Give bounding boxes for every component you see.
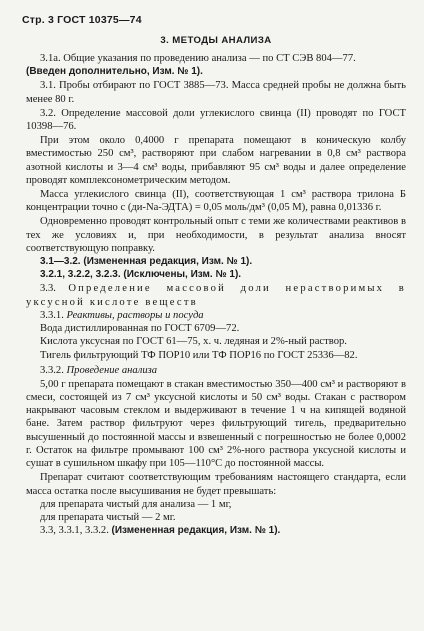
paragraph-control-test: Одновременно проводят контрольный опыт с теми же количествами реактивов в тех же условиях и, при необходимости, в результат анализа вносят соответствующую поправку. — [26, 216, 406, 254]
paragraph-analysis-procedure: 5,00 г препарата помещают в стакан вместимостью 350—400 см³ и растворяют в смеси, состоящей из 7 см³ уксусной кислоты и 50 см³ воды. Стакан с раствором накрывают часовым стеклом и выдерживают в течение 1 ч на кипящей водяной бане. Затем раствор фильтруют через фильтрующий тигель, предварительно высушенный до постоянной массы и взвешенный с погрешностью не более 0,0002 г. Остаток на фильтре промывают 100 см³ 2%-ного раствора уксусной кислоты и сушат в сушильном шкафу при 105—110°С до постоянной массы. — [26, 378, 406, 470]
heading-3-3-number: 3.3. — [40, 283, 56, 295]
amendment-note-3-1-3-2: 3.1—3.2. (Измененная редакция, Изм. № 1). — [40, 256, 253, 268]
heading-3-3-2-number: 3.3.2. — [40, 364, 64, 376]
reagent-water: Вода дистиллированная по ГОСТ 6709—72. — [40, 323, 240, 335]
heading-3-3-1-number: 3.3.1. — [40, 309, 64, 321]
limit-analysis-grade: для препарата чистый для анализа — 1 мг, — [40, 498, 232, 510]
amendment-note-3-3 — [26, 524, 406, 537]
paragraph-procedure: При этом около 0,4000 г препарата помещают в коническую колбу вместимостью 250 см³, растворяют при слабом нагревании в 0,8 см³ раствора азотной кислоты и 3—4 см³ воды, прибавляют 95 см³ воды и далее определение проводят комплексонометрическим методом. — [26, 135, 406, 186]
paragraph-3-1a: 3.1а. Общие указания по проведению анализа — по СТ СЭВ 804—77. — [40, 53, 356, 64]
excluded-note: 3.2.1, 3.2.2, 3.2.3. (Исключены, Изм. № 1). — [40, 269, 242, 281]
heading-3-3-1-title: Реактивы, растворы и посуда — [66, 309, 204, 321]
heading-3-3-2 — [26, 364, 406, 377]
heading-3-3-title: Определение массовой доли нерастворимых в уксусной кислоте веществ — [26, 283, 406, 308]
reagent-acetic-acid: Кислота уксусная по ГОСТ 61—75, х. ч. ледяная и 2%-ный раствор. — [40, 336, 347, 348]
paragraph-3-1: 3.1. Пробы отбирают по ГОСТ 3885—73. Масса средней пробы не должна быть менее 80 г. — [26, 80, 406, 105]
paragraph-mass-equivalent: Масса углекислого свинца (II), соответствующая 1 см³ раствора трилона Б концентрации точно с (ди-Na-ЭДТА) = 0,05 моль/дм³ (0,05 М), равна 0,01336 г. — [26, 189, 406, 214]
paragraph-3-2: 3.2. Определение массовой доли углекислого свинца (II) проводят по ГОСТ 10398—76. — [26, 107, 406, 133]
heading-3-3-2-title: Проведение анализа — [66, 364, 158, 376]
equipment-crucible: Тигель фильтрующий ТФ ПОР10 или ТФ ПОР16 по ГОСТ 25336—82. — [40, 350, 358, 362]
amendment-note-3-3-text: (Измененная редакция, Изм. № 1). — [111, 525, 281, 537]
section-title: 3. МЕТОДЫ АНАЛИЗА — [160, 35, 272, 46]
heading-3-3 — [26, 282, 406, 308]
paragraph-acceptance: Препарат считают соответствующим требованиям настоящего стандарта, если масса остатка после высушивания не будет превышать: — [26, 472, 406, 497]
amendment-note-3-1a: (Введен дополнительно, Изм. № 1). — [26, 66, 203, 78]
page-header: Стр. 3 ГОСТ 10375—74 — [22, 14, 142, 26]
heading-3-3-1 — [26, 309, 406, 322]
limit-pure-grade: для препарата чистый — 2 мг. — [40, 511, 176, 523]
amendment-note-3-3-numbers: 3.3, 3.3.1, 3.3.2. — [40, 525, 109, 537]
